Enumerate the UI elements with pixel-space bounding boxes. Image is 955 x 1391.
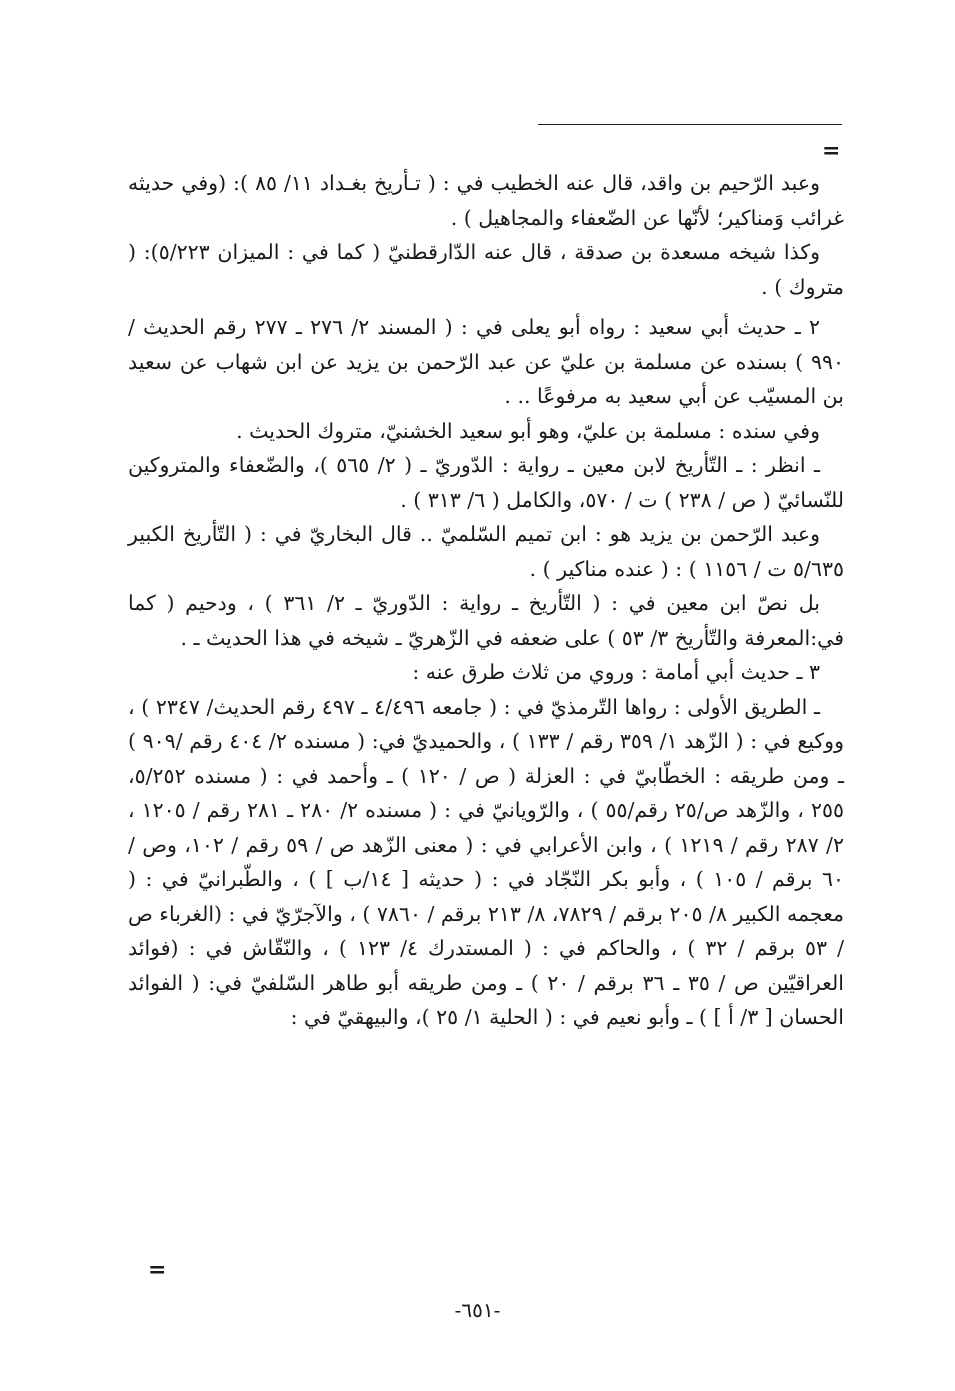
continuation-mark-top: = [822,138,841,164]
continuation-mark-bottom: = [148,1257,167,1283]
paragraph-first-route: ـ الطريق الأولى : رواها التّرمذيّ في : ( جامعه ٤/٤٩٦ ـ ٤٩٧ رقم الحديث/ ٢٣٤٧ ) ، ووكيع في : ( الزّهد ١/ ٣٥٩ رقم / ١٣٣ ) ، والحميديّ في: ( مسنده ٢/ ٤٠٤ رقم /٩٠٩ ) ـ ومن طريقه : الخطّابيّ في : العزلة ( ص / ١٢٠ ) ـ وأحمد في : ( مسنده ٥/٢٥٢، ٢٥٥ ، والزّهد ص/٢٥ رقم/٥٥ ) ، والرّويانيّ في : ( مسنده ٢/ ٢٨٠ ـ ٢٨١ رقم / ١٢٠٥ ، ٢/ ٢٨٧ رقم / ١٢١٩ ) ، وابن الأعرابي في : ( معنى الزّهد ص / ٥٩ رقم / ١٠٢، وص / ٦٠ برقم / ١٠٥ ) ، وأبو بكر النّجّاد في : ( حديثه [ ١٤/ب ] ) ، والطّبرانيّ في : ( معجمه الكبير ٨/ ٢٠٥ برقم / ٧٨٢٩، ٨/ ٢١٣ برقم / ٧٨٦٠ ) ، والآجرّيّ في : (الغرباء ص / ٥٣ برقم / ٣٢ ) ، والحاكم في : ( المستدرك ٤/ ١٢٣ ) ، والنّقّاش في : (فوائد العراقيّين ص / ٣٥ ـ ٣٦ برقم / ٢٠ ) ـ ومن طريقه أبو طاهر السّلفيّ في: ( الفوائد الحسان [ ٣/ أ ] ) ـ وأبو نعيم في : ( الحلية ١/ ٢٥ )، والبيهقيّ في : [128,694,844,1029]
paragraph-hadith-abi-umama: ٣ ـ حديث أبي أمامة : وروي من ثلاث طرق عنه : [412,660,820,684]
page-number: -٦٥١- [454,1298,501,1322]
paragraph-masada: وكذا شيخه مسعدة بن صدقة ، قال عنه الدّارقطنيّ ( كما في : الميزان ٥/٢٢٣): ( متروك ) . [128,240,844,299]
footnote-separator-rule [538,124,842,125]
paragraph-hadith-abi-said: ٢ ـ حديث أبي سعيد : رواه أبو يعلى في : ( المسند ٢/ ٢٧٦ ـ ٢٧٧ رقم الحديث / ٩٩٠ ) بسنده عن مسلمة بن عليّ عن عبد الرّحمن بن يزيد عن ابن شهاب عن سعيد بن المسيّب عن أبي سعيد به مرفوعًا .. . [128,315,844,408]
paragraph-ibn-main: بل نصّ ابن معين في : ( التّأريخ ـ رواية : الدّوريّ ـ ٢/ ٣٦١ ) ، ودحيم ( كما في:المعرفة والتّأريخ ٣/ ٥٣ ) على ضعفه في الزّهريّ ـ شيخه في هذا الحديث ـ . [128,591,844,650]
paragraph-abdulrahman-yazid: وعبد الرّحمن بن يزيد هو : ابن تميم السّلميّ .. قال البخاريّ في : ( التّأريخ الكبير ٥/٦٣٥ ت / ١١٥٦ ) : ( عنده مناكير ) . [128,522,844,581]
paragraph-abdulrahim: وعبد الرّحيم بن واقد، قال عنه الخطيب في : ( تـأريخ بغـداد ١١/ ٨٥ ): (وفي حديثه غرائب وَمناكير؛ لأنّها عن الضّعفاء والمجاهيل ) . [128,171,844,230]
paragraph-sanad-maslama: وفي سنده : مسلمة بن عليّ، وهو أبو سعيد الخشنيّ، متروك الحديث . [236,418,820,443]
footnote-body [128,166,844,1035]
paragraph-unzur: ـ انظر : ـ التّأريخ لابن معين ـ رواية : الدّوريّ ـ ( ٢/ ٥٦٥ )، والضّعفاء والمتروكين للنّسائيّ ( ص / ٢٣٨ ) ت / ٥٧٠، والكامل ( ٦/ ٣١٣ ) . [128,453,844,512]
